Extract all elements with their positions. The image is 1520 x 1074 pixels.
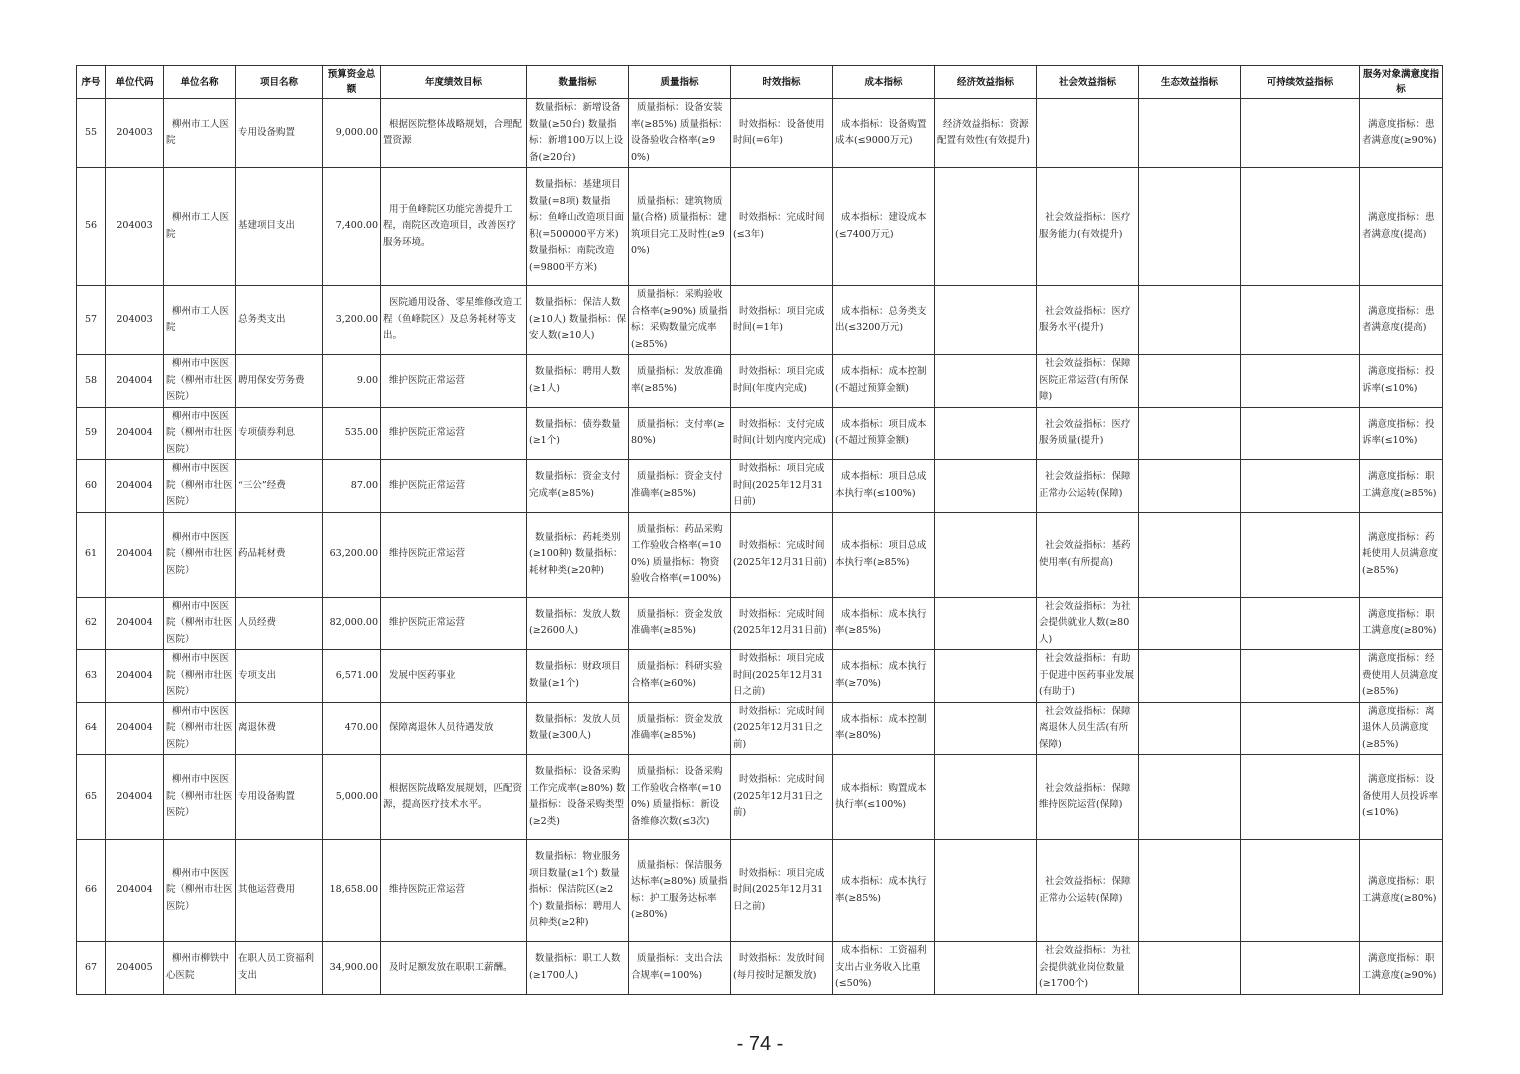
ecological-benefit <box>1139 355 1241 408</box>
timeliness-indicator: 时效指标：设备使用时间(=6年) <box>731 99 833 168</box>
quantity-indicator: 数量指标：物业服务项目数量(≥1个) 数量指标：保洁院区(≥2个) 数量指标：聘用人员种类(≥2种) <box>527 840 629 942</box>
budget-amount: 5,000.00 <box>323 755 381 840</box>
social-benefit: 社会效益指标：医疗服务质量(提升) <box>1037 407 1139 460</box>
col-header: 社会效益指标 <box>1037 66 1139 99</box>
ecological-benefit <box>1139 840 1241 942</box>
timeliness-indicator: 时效指标：完成时间(2025年12月31日前) <box>731 512 833 597</box>
unit-name: 柳州市工人医院 <box>164 286 236 355</box>
cost-indicator: 成本指标：项目总成本执行率(≥85%) <box>833 512 935 597</box>
row-number: 57 <box>77 286 106 355</box>
row-number: 55 <box>77 99 106 168</box>
table-row <box>77 942 1443 995</box>
social-benefit <box>1037 99 1139 168</box>
satisfaction-indicator: 满意度指标：职工满意度(≥80%) <box>1360 840 1443 942</box>
budget-amount: 535.00 <box>323 407 381 460</box>
quality-indicator: 质量指标：支付率(≥80%) <box>629 407 731 460</box>
ecological-benefit <box>1139 168 1241 286</box>
table-row <box>77 460 1443 513</box>
sustainable-benefit <box>1241 840 1360 942</box>
unit-code: 204004 <box>106 597 164 650</box>
cost-indicator: 成本指标：工资福利支出占业务收入比重(≤50%) <box>833 942 935 995</box>
budget-amount: 18,658.00 <box>323 840 381 942</box>
unit-code: 204003 <box>106 168 164 286</box>
annual-goal: 发展中医药事业 <box>381 650 527 703</box>
satisfaction-indicator: 满意度指标：职工满意度(≥85%) <box>1360 460 1443 513</box>
quantity-indicator: 数量指标：基建项目数量(=8项) 数量指标：鱼峰山改造项目面积(=500000平方米) 数量指标：南院改造(=9800平方米) <box>527 168 629 286</box>
annual-goal: 根据医院整体战略规划，合理配置资源 <box>381 99 527 168</box>
unit-name: 柳州市中医医院（柳州市壮医医院） <box>164 702 236 755</box>
project-name: 在职人员工资福利支出 <box>236 942 323 995</box>
table-row <box>77 840 1443 942</box>
satisfaction-indicator: 满意度指标：患者满意度(提高) <box>1360 286 1443 355</box>
unit-name: 柳州市中医医院（柳州市壮医医院） <box>164 407 236 460</box>
sustainable-benefit <box>1241 286 1360 355</box>
sustainable-benefit <box>1241 407 1360 460</box>
unit-name: 柳州市柳铁中心医院 <box>164 942 236 995</box>
project-name: 总务类支出 <box>236 286 323 355</box>
timeliness-indicator: 时效指标：项目完成时间(2025年12月31日前) <box>731 460 833 513</box>
col-header: 年度绩效目标 <box>381 66 527 99</box>
economic-benefit <box>935 512 1037 597</box>
social-benefit: 社会效益指标：保障医院正常运营(有所保障) <box>1037 355 1139 408</box>
social-benefit: 社会效益指标：有助于促进中医药事业发展(有助于) <box>1037 650 1139 703</box>
ecological-benefit <box>1139 460 1241 513</box>
table-row <box>77 755 1443 840</box>
unit-code: 204004 <box>106 460 164 513</box>
row-number: 67 <box>77 942 106 995</box>
economic-benefit <box>935 755 1037 840</box>
quality-indicator: 质量指标：资金支付准确率(≥85%) <box>629 460 731 513</box>
ecological-benefit <box>1139 286 1241 355</box>
quality-indicator: 质量指标：支出合法合规率(=100%) <box>629 942 731 995</box>
cost-indicator: 成本指标：成本执行率(≥85%) <box>833 840 935 942</box>
economic-benefit <box>935 407 1037 460</box>
budget-amount: 3,200.00 <box>323 286 381 355</box>
timeliness-indicator: 时效指标：项目完成时间(年度内完成) <box>731 355 833 408</box>
economic-benefit <box>935 286 1037 355</box>
social-benefit: 社会效益指标：基药使用率(有所提高) <box>1037 512 1139 597</box>
cost-indicator: 成本指标：成本控制率(≥80%) <box>833 702 935 755</box>
annual-goal: 用于鱼峰院区功能完善提升工程，南院区改造项目，改善医疗服务环境。 <box>381 168 527 286</box>
project-name: 其他运营费用 <box>236 840 323 942</box>
social-benefit: 社会效益指标：医疗服务水平(提升) <box>1037 286 1139 355</box>
cost-indicator: 成本指标：总务类支出(≤3200万元) <box>833 286 935 355</box>
annual-goal: 维护医院正常运营 <box>381 355 527 408</box>
table-row <box>77 99 1443 168</box>
col-header: 生态效益指标 <box>1139 66 1241 99</box>
satisfaction-indicator: 满意度指标：患者满意度(提高) <box>1360 168 1443 286</box>
ecological-benefit <box>1139 99 1241 168</box>
satisfaction-indicator: 满意度指标：投诉率(≤10%) <box>1360 407 1443 460</box>
unit-name: 柳州市工人医院 <box>164 99 236 168</box>
quantity-indicator: 数量指标：债券数量(≥1个) <box>527 407 629 460</box>
timeliness-indicator: 时效指标：发放时间(每月按时足额发放) <box>731 942 833 995</box>
project-name: 专项支出 <box>236 650 323 703</box>
budget-amount: 63,200.00 <box>323 512 381 597</box>
ecological-benefit <box>1139 755 1241 840</box>
table-row <box>77 597 1443 650</box>
col-header: 单位代码 <box>106 66 164 99</box>
annual-goal: 根据医院战略发展规划，匹配资源，提高医疗技术水平。 <box>381 755 527 840</box>
budget-amount: 9,000.00 <box>323 99 381 168</box>
row-number: 56 <box>77 168 106 286</box>
social-benefit: 社会效益指标：为社会提供就业岗位数量(≥1700个) <box>1037 942 1139 995</box>
row-number: 66 <box>77 840 106 942</box>
unit-name: 柳州市中医医院（柳州市壮医医院） <box>164 840 236 942</box>
col-header: 单位名称 <box>164 66 236 99</box>
timeliness-indicator: 时效指标：支付完成时间(计划内度内完成) <box>731 407 833 460</box>
unit-code: 204004 <box>106 650 164 703</box>
budget-amount: 34,900.00 <box>323 942 381 995</box>
table-row <box>77 407 1443 460</box>
budget-amount: 470.00 <box>323 702 381 755</box>
budget-amount: 82,000.00 <box>323 597 381 650</box>
unit-name: 柳州市中医医院（柳州市壮医医院） <box>164 755 236 840</box>
annual-goal: 维持医院正常运营 <box>381 512 527 597</box>
unit-code: 204003 <box>106 286 164 355</box>
timeliness-indicator: 时效指标：完成时间(2025年12月31日之前) <box>731 702 833 755</box>
quality-indicator: 质量指标：科研实验合格率(≥60%) <box>629 650 731 703</box>
budget-amount: 7,400.00 <box>323 168 381 286</box>
quantity-indicator: 数量指标：新增设备数量(≥50台) 数量指标：新增100万以上设备(≥20台) <box>527 99 629 168</box>
quantity-indicator: 数量指标：发放人员数量(≥300人) <box>527 702 629 755</box>
ecological-benefit <box>1139 407 1241 460</box>
economic-benefit <box>935 168 1037 286</box>
unit-code: 204005 <box>106 942 164 995</box>
budget-amount: 6,571.00 <box>323 650 381 703</box>
satisfaction-indicator: 满意度指标：设备使用人员投诉率(≤10%) <box>1360 755 1443 840</box>
satisfaction-indicator: 满意度指标：离退休人员满意度(≥85%) <box>1360 702 1443 755</box>
annual-goal: 医院通用设备、零星维修改造工程（鱼峰院区）及总务耗材等支出。 <box>381 286 527 355</box>
economic-benefit <box>935 597 1037 650</box>
cost-indicator: 成本指标：项目成本(不超过预算金额) <box>833 407 935 460</box>
social-benefit: 社会效益指标：保障正常办公运转(保障) <box>1037 460 1139 513</box>
col-header: 经济效益指标 <box>935 66 1037 99</box>
project-name: “三公”经费 <box>236 460 323 513</box>
economic-benefit <box>935 942 1037 995</box>
economic-benefit <box>935 702 1037 755</box>
quality-indicator: 质量指标：设备采购工作验收合格率(=100%) 质量指标：新设备维修次数(≤3次) <box>629 755 731 840</box>
timeliness-indicator: 时效指标：完成时间(2025年12月31日前) <box>731 597 833 650</box>
annual-goal: 维持医院正常运营 <box>381 840 527 942</box>
quality-indicator: 质量指标：建筑物质量(合格) 质量指标：建筑项目完工及时性(≥90%) <box>629 168 731 286</box>
sustainable-benefit <box>1241 512 1360 597</box>
annual-goal: 维护医院正常运营 <box>381 597 527 650</box>
col-header: 序号 <box>77 66 106 99</box>
satisfaction-indicator: 满意度指标：投诉率(≤10%) <box>1360 355 1443 408</box>
social-benefit: 社会效益指标：保障离退休人员生活(有所保障) <box>1037 702 1139 755</box>
sustainable-benefit <box>1241 942 1360 995</box>
timeliness-indicator: 时效指标：完成时间(2025年12月31日之前) <box>731 755 833 840</box>
budget-amount: 9.00 <box>323 355 381 408</box>
timeliness-indicator: 时效指标：完成时间(≤3年) <box>731 168 833 286</box>
quantity-indicator: 数量指标：聘用人数(≥1人) <box>527 355 629 408</box>
quantity-indicator: 数量指标：财政项目数量(≥1个) <box>527 650 629 703</box>
table-row <box>77 355 1443 408</box>
project-name: 专项债券利息 <box>236 407 323 460</box>
cost-indicator: 成本指标：项目总成本执行率(≤100%) <box>833 460 935 513</box>
economic-benefit <box>935 650 1037 703</box>
annual-goal: 及时足额发放在职职工薪酬。 <box>381 942 527 995</box>
row-number: 65 <box>77 755 106 840</box>
col-header: 成本指标 <box>833 66 935 99</box>
social-benefit: 社会效益指标：保障维持医院运营(保障) <box>1037 755 1139 840</box>
quantity-indicator: 数量指标：药耗类别(≥100种) 数量指标：耗材种类(≥20种) <box>527 512 629 597</box>
unit-name: 柳州市工人医院 <box>164 168 236 286</box>
cost-indicator: 成本指标：成本执行率(≥85%) <box>833 597 935 650</box>
unit-name: 柳州市中医医院（柳州市壮医医院） <box>164 512 236 597</box>
project-name: 聘用保安劳务费 <box>236 355 323 408</box>
row-number: 63 <box>77 650 106 703</box>
col-header: 可持续效益指标 <box>1241 66 1360 99</box>
sustainable-benefit <box>1241 702 1360 755</box>
unit-code: 204004 <box>106 755 164 840</box>
project-name: 专用设备购置 <box>236 99 323 168</box>
col-header: 数量指标 <box>527 66 629 99</box>
ecological-benefit <box>1139 942 1241 995</box>
table-body <box>77 99 1443 995</box>
sustainable-benefit <box>1241 460 1360 513</box>
quality-indicator: 质量指标：资金发放准确率(≥85%) <box>629 597 731 650</box>
annual-goal: 保障离退休人员待遇发放 <box>381 702 527 755</box>
social-benefit: 社会效益指标：医疗服务能力(有效提升) <box>1037 168 1139 286</box>
satisfaction-indicator: 满意度指标：患者满意度(≥90%) <box>1360 99 1443 168</box>
table-row <box>77 512 1443 597</box>
project-name: 人员经费 <box>236 597 323 650</box>
unit-code: 204004 <box>106 512 164 597</box>
social-benefit: 社会效益指标：为社会提供就业人数(≥80人) <box>1037 597 1139 650</box>
quality-indicator: 质量指标：药品采购工作验收合格率(=100%) 质量指标：物资验收合格率(=100%) <box>629 512 731 597</box>
satisfaction-indicator: 满意度指标：经费使用人员满意度(≥85%) <box>1360 650 1443 703</box>
cost-indicator: 成本指标：设备购置成本(≤9000万元) <box>833 99 935 168</box>
unit-name: 柳州市中医医院（柳州市壮医医院） <box>164 597 236 650</box>
col-header: 预算资金总额 <box>323 66 381 99</box>
row-number: 58 <box>77 355 106 408</box>
table-row <box>77 650 1443 703</box>
row-number: 62 <box>77 597 106 650</box>
page-number: - 74 - <box>736 1033 784 1055</box>
row-number: 61 <box>77 512 106 597</box>
budget-amount: 87.00 <box>323 460 381 513</box>
annual-goal: 维护医院正常运营 <box>381 407 527 460</box>
col-header: 时效指标 <box>731 66 833 99</box>
row-number: 64 <box>77 702 106 755</box>
unit-code: 204004 <box>106 407 164 460</box>
quantity-indicator: 数量指标：发放人数(≥2600人) <box>527 597 629 650</box>
project-name: 离退休费 <box>236 702 323 755</box>
ecological-benefit <box>1139 702 1241 755</box>
unit-code: 204004 <box>106 355 164 408</box>
economic-benefit <box>935 460 1037 513</box>
cost-indicator: 成本指标：建设成本(≤7400万元) <box>833 168 935 286</box>
ecological-benefit <box>1139 512 1241 597</box>
row-number: 59 <box>77 407 106 460</box>
cost-indicator: 成本指标：购置成本执行率(≤100%) <box>833 755 935 840</box>
timeliness-indicator: 时效指标：项目完成时间(=1年) <box>731 286 833 355</box>
sustainable-benefit <box>1241 650 1360 703</box>
annual-goal: 维护医院正常运营 <box>381 460 527 513</box>
satisfaction-indicator: 满意度指标：职工满意度(≥90%) <box>1360 942 1443 995</box>
unit-code: 204003 <box>106 99 164 168</box>
ecological-benefit <box>1139 597 1241 650</box>
quality-indicator: 质量指标：发放准确率(≥85%) <box>629 355 731 408</box>
project-name: 专用设备购置 <box>236 755 323 840</box>
quantity-indicator: 数量指标：设备采购工作完成率(≥80%) 数量指标：设备采购类型(≥2类) <box>527 755 629 840</box>
table-row <box>77 702 1443 755</box>
quality-indicator: 质量指标：采购验收合格率(≥90%) 质量指标：采购数量完成率(≥85%) <box>629 286 731 355</box>
sustainable-benefit <box>1241 355 1360 408</box>
performance-table <box>76 65 1443 995</box>
quality-indicator: 质量指标：设备安装率(≥85%) 质量指标：设备验收合格率(≥90%) <box>629 99 731 168</box>
table-row <box>77 286 1443 355</box>
unit-name: 柳州市中医医院（柳州市壮医医院） <box>164 460 236 513</box>
header-row <box>77 66 1443 99</box>
col-header: 项目名称 <box>236 66 323 99</box>
economic-benefit: 经济效益指标：资源配置有效性(有效提升) <box>935 99 1037 168</box>
unit-code: 204004 <box>106 840 164 942</box>
quality-indicator: 质量指标：资金发放准确率(≥85%) <box>629 702 731 755</box>
sustainable-benefit <box>1241 99 1360 168</box>
unit-name: 柳州市中医医院（柳州市壮医医院） <box>164 650 236 703</box>
timeliness-indicator: 时效指标：项目完成时间(2025年12月31日之前) <box>731 650 833 703</box>
ecological-benefit <box>1139 650 1241 703</box>
quantity-indicator: 数量指标：职工人数(≥1700人) <box>527 942 629 995</box>
satisfaction-indicator: 满意度指标：药耗使用人员满意度(≥85%) <box>1360 512 1443 597</box>
timeliness-indicator: 时效指标：项目完成时间(2025年12月31日之前) <box>731 840 833 942</box>
unit-code: 204004 <box>106 702 164 755</box>
quality-indicator: 质量指标：保洁服务达标率(≥80%) 质量指标：护工服务达标率(≥80%) <box>629 840 731 942</box>
unit-name: 柳州市中医医院（柳州市壮医医院） <box>164 355 236 408</box>
social-benefit: 社会效益指标：保障正常办公运转(保障) <box>1037 840 1139 942</box>
economic-benefit <box>935 355 1037 408</box>
project-name: 基建项目支出 <box>236 168 323 286</box>
table-row <box>77 168 1443 286</box>
col-header: 服务对象满意度指标 <box>1360 66 1443 99</box>
satisfaction-indicator: 满意度指标：职工满意度(≥80%) <box>1360 597 1443 650</box>
economic-benefit <box>935 840 1037 942</box>
quantity-indicator: 数量指标：资金支付完成率(≥85%) <box>527 460 629 513</box>
cost-indicator: 成本指标：成本控制(不超过预算金额) <box>833 355 935 408</box>
sustainable-benefit <box>1241 168 1360 286</box>
quantity-indicator: 数量指标：保洁人数(≥10人) 数量指标：保安人数(≥10人) <box>527 286 629 355</box>
cost-indicator: 成本指标：成本执行率(≥70%) <box>833 650 935 703</box>
sustainable-benefit <box>1241 597 1360 650</box>
sustainable-benefit <box>1241 755 1360 840</box>
project-name: 药品耗材费 <box>236 512 323 597</box>
col-header: 质量指标 <box>629 66 731 99</box>
row-number: 60 <box>77 460 106 513</box>
